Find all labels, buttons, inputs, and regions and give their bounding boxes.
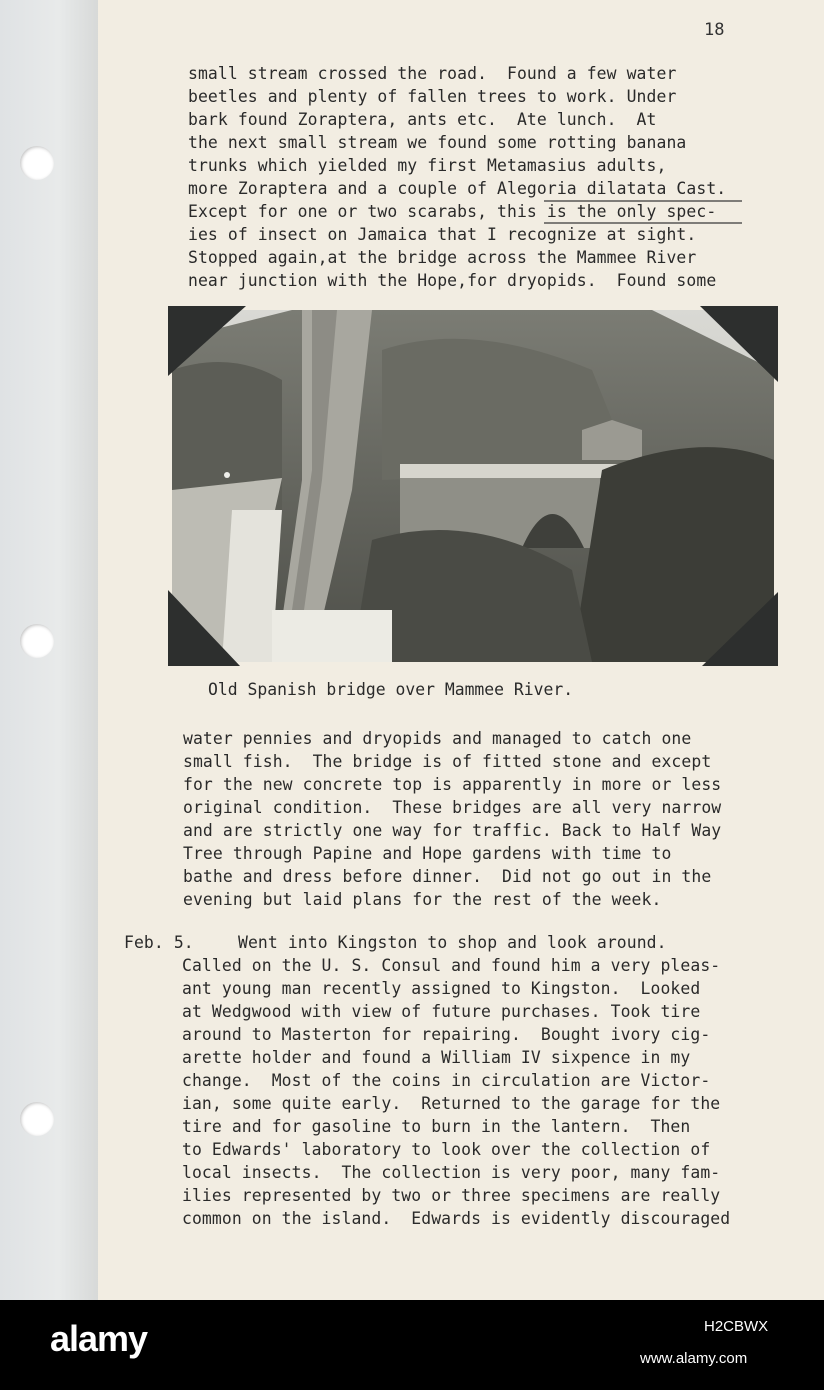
image-code: H2CBWX	[704, 1318, 769, 1335]
text-line: small stream crossed the road. Found a few water	[188, 64, 677, 83]
text-line: to Edwards' laboratory to look over the collection of	[182, 1140, 711, 1159]
text-line: Went into Kingston to shop and look around.	[238, 933, 667, 952]
text-line: the next small stream we found some rotting banana	[188, 133, 687, 152]
text-line: ant young man recently assigned to Kingston. Looked	[182, 979, 701, 998]
text-line: common on the island. Edwards is evidently discouraged	[182, 1209, 731, 1228]
text-line: near junction with the Hope,for dryopids. Found some	[188, 271, 717, 290]
text-line: Called on the U. S. Consul and found him a very pleas-	[182, 956, 721, 975]
text-line: trunks which yielded my first Metamasius adults,	[188, 156, 667, 175]
text-line: original condition. These bridges are all very narrow	[183, 798, 722, 817]
watermark-footer	[0, 1300, 824, 1390]
text-line: tire and for gasoline to burn in the lantern. Then	[182, 1117, 691, 1136]
text-line: ilies represented by two or three specimens are really	[182, 1186, 721, 1205]
text-line: beetles and plenty of fallen trees to work. Under	[188, 87, 677, 106]
text-line: water pennies and dryopids and managed to catch one	[183, 729, 692, 748]
text-line: Except for one or two scarabs, this is the only spec-	[188, 202, 717, 221]
text-line: around to Masterton for repairing. Bought ivory cig-	[182, 1025, 711, 1044]
text-line: and are strictly one way for traffic. Back to Half Way	[183, 821, 722, 840]
text-line: change. Most of the coins in circulation are Victor-	[182, 1071, 711, 1090]
text-line: for the new concrete top is apparently in more or less	[183, 775, 722, 794]
text-line: more Zoraptera and a couple of Alegoria dilatata Cast.	[188, 179, 727, 198]
alamy-logo: alamy	[50, 1318, 148, 1359]
text-line: Tree through Papine and Hope gardens with time to	[183, 844, 672, 863]
site-url: www.alamy.com	[640, 1350, 748, 1367]
text-line: Stopped again,at the bridge across the Mammee River	[188, 248, 697, 267]
text-line: at Wedgwood with view of future purchases. Took tire	[182, 1002, 701, 1021]
text-line: bark found Zoraptera, ants etc. Ate lunch. At	[188, 110, 657, 129]
text-line: arette holder and found a William IV sixpence in my	[182, 1048, 691, 1067]
text-line: evening but laid plans for the rest of the week.	[183, 890, 662, 909]
text-line: small fish. The bridge is of fitted stone and except	[183, 752, 712, 771]
photo-frame	[168, 306, 778, 666]
photo-corner-mounts	[168, 306, 778, 666]
text-line: local insects. The collection is very poor, many fam-	[182, 1163, 721, 1182]
photo-caption: Old Spanish bridge over Mammee River.	[208, 680, 574, 699]
text-line: ian, some quite early. Returned to the garage for the	[182, 1094, 721, 1113]
text-line: bathe and dress before dinner. Did not go out in the	[183, 867, 712, 886]
entry-date: Feb. 5.	[124, 933, 194, 952]
text-line: ies of insect on Jamaica that I recognize at sight.	[188, 225, 697, 244]
page-number: 18	[704, 20, 725, 40]
